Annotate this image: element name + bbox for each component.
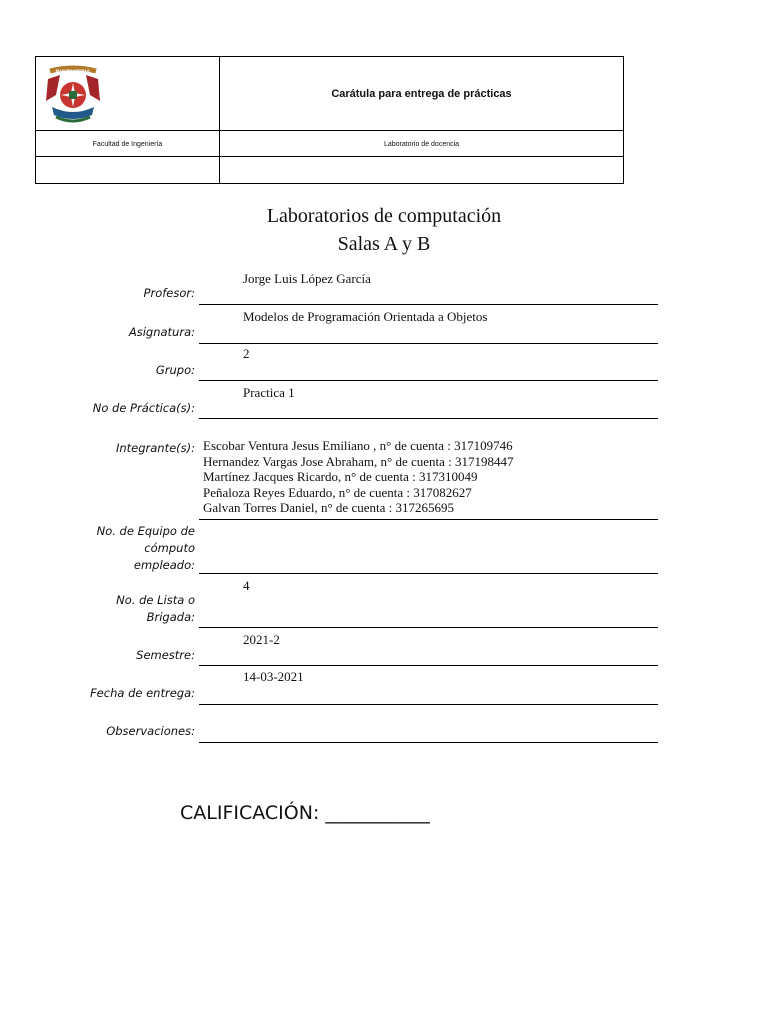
- equipo-line: [199, 573, 658, 574]
- equipo-label: [97, 523, 195, 574]
- lista-label-line: Brigada:: [146, 610, 195, 624]
- semestre-value: 2021-2: [243, 632, 280, 647]
- logo-text: INGENIERIA: [55, 70, 91, 76]
- lista-value: 4: [243, 578, 250, 593]
- integrante-item: Hernandez Vargas Jose Abraham, n° de cuenta : 317198447: [203, 453, 514, 469]
- header-row-empty: [36, 157, 623, 184]
- grupo-line: [199, 380, 658, 381]
- integrante-item: Martínez Jacques Ricardo, n° de cuenta : 317310049: [203, 469, 478, 484]
- semestre-line: [199, 665, 658, 666]
- document-title: Carátula para entrega de prácticas: [331, 88, 512, 100]
- integrante-item: Escobar Ventura Jesus Emiliano , n° de cuenta : 317109746: [203, 438, 513, 453]
- grupo-value: 2: [243, 346, 250, 361]
- faculty-logo: [42, 65, 104, 127]
- fecha-label: Fecha de entrega:: [90, 686, 195, 700]
- integrante-item: Peñaloza Reyes Eduardo, n° de cuenta : 317082627: [203, 484, 472, 500]
- observaciones-line: [199, 742, 658, 743]
- lab-cell: Laboratorio de docencia: [383, 140, 460, 148]
- profesor-line: [199, 304, 658, 305]
- equipo-label-line: cómputo: [144, 541, 195, 555]
- faculty-cell: Facultad de Ingeniería: [92, 140, 163, 148]
- page-subtitle: Salas A y B: [337, 233, 431, 255]
- lista-label-line: No. de Lista o: [116, 593, 195, 607]
- integrante-item: Galvan Torres Daniel, n° de cuenta : 317265695: [203, 500, 454, 515]
- grupo-label: Grupo:: [155, 363, 195, 377]
- page-title: Laboratorios de computación: [266, 205, 502, 227]
- integrantes-list: [203, 438, 514, 516]
- lista-label: [116, 592, 195, 626]
- profesor-label: Profesor:: [143, 286, 195, 300]
- header-row-info: [36, 131, 623, 157]
- practica-label: No de Práctica(s):: [92, 401, 195, 415]
- integrantes-label: Integrante(s):: [115, 441, 195, 455]
- header-table: [35, 56, 624, 184]
- asignatura-value: Modelos de Programación Orientada a Objetos: [243, 309, 488, 324]
- asignatura-line: [199, 343, 658, 344]
- fecha-value: 14-03-2021: [243, 669, 304, 684]
- equipo-label-line: No. de Equipo de: [96, 524, 195, 538]
- practica-line: [199, 418, 658, 419]
- profesor-value: Jorge Luis López García: [243, 271, 371, 286]
- observaciones-label: Observaciones:: [106, 724, 195, 738]
- fecha-line: [199, 704, 658, 705]
- calificacion-label: CALIFICACIÓN: ___________: [180, 802, 430, 824]
- integrantes-line: [199, 519, 658, 520]
- practica-value: Practica 1: [243, 385, 295, 400]
- lista-line: [199, 627, 658, 628]
- semestre-label: Semestre:: [136, 648, 195, 662]
- equipo-label-line: empleado:: [133, 558, 195, 572]
- asignatura-label: Asignatura:: [128, 325, 195, 339]
